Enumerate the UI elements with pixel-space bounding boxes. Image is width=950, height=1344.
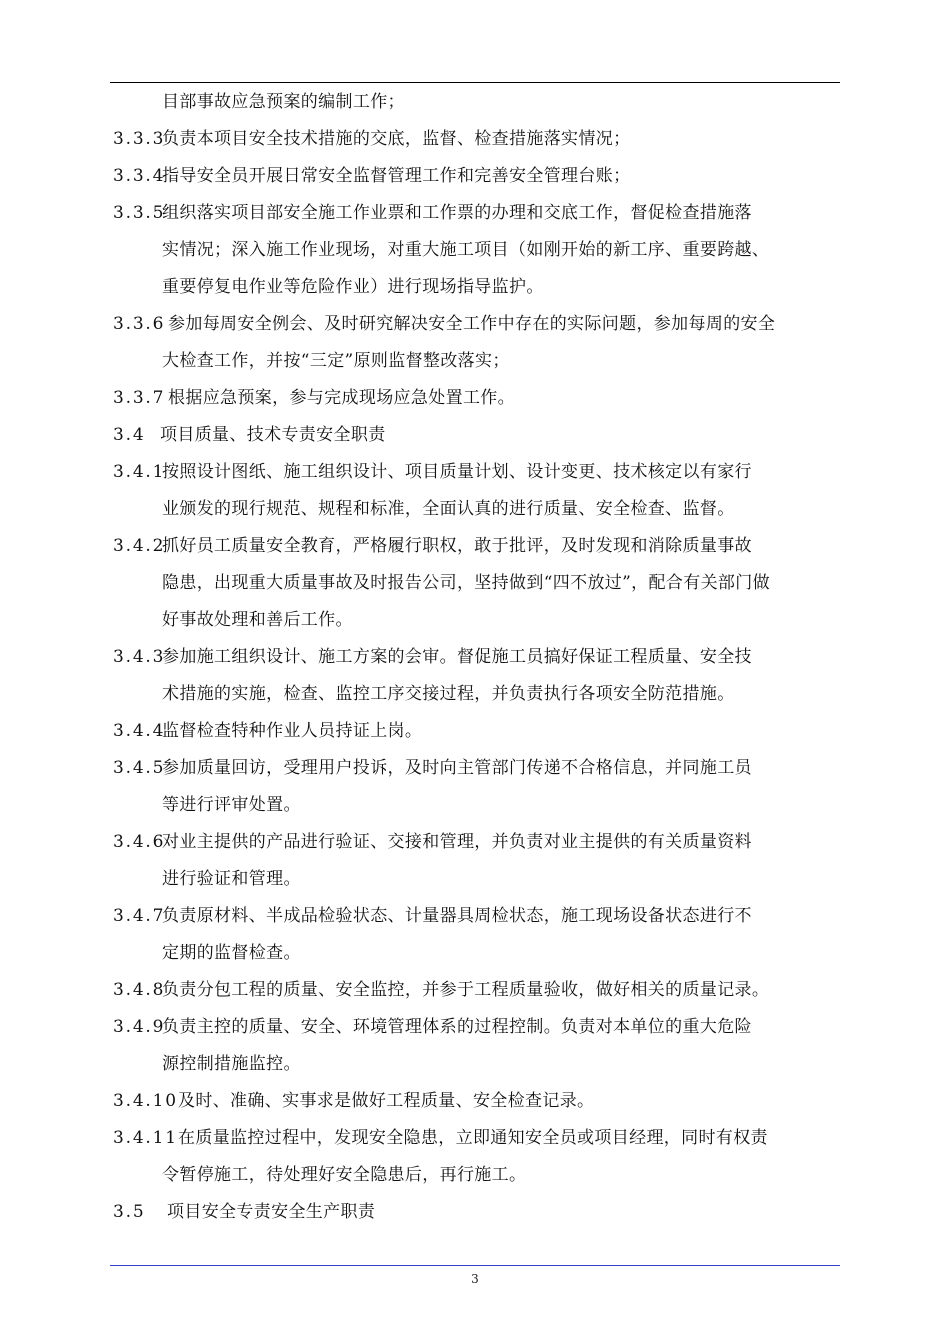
text-line: [110, 343, 845, 380]
header-rule: [110, 82, 840, 83]
text-line: [110, 639, 845, 676]
text-line: [110, 158, 845, 195]
clause-text: 根据应急预案，参与完成现场应急处置工作。: [168, 388, 515, 408]
clause-text: 抓好员工质量安全教育，严格履行职权，敢于批评，及时发现和消除质量事故: [162, 536, 752, 556]
clause-number: 3.3.6: [113, 314, 166, 334]
text-line: [110, 972, 845, 1009]
text-line: [110, 1009, 845, 1046]
text-line: [110, 1083, 845, 1120]
text-line: [110, 491, 845, 528]
clause-number: 3.3.4: [113, 166, 166, 186]
clause-number: 3.3.7: [113, 388, 166, 408]
clause-number: 3.4.6: [113, 832, 166, 852]
clause-text: 源控制措施监控。: [162, 1054, 301, 1074]
clause-number: 3.4.4: [113, 721, 166, 741]
text-line: [110, 750, 845, 787]
clause-number: 3.4.5: [113, 758, 166, 778]
clause-text: 令暂停施工，待处理好安全隐患后，再行施工。: [162, 1165, 527, 1185]
text-line: [110, 787, 845, 824]
text-line: [110, 861, 845, 898]
text-line: [110, 417, 845, 454]
text-line: [110, 232, 845, 269]
text-line: [110, 1194, 845, 1231]
clause-text: 术措施的实施，检查、监控工序交接过程，并负责执行各项安全防范措施。: [162, 684, 735, 704]
text-line: [110, 1120, 845, 1157]
clause-number: 3.4.8: [113, 980, 166, 1000]
clause-text: 及时、准确、实事求是做好工程质量、安全检查记录。: [178, 1091, 595, 1111]
clause-text: 指导安全员开展日常安全监督管理工作和完善安全管理台账；: [162, 166, 631, 186]
text-line: [110, 528, 845, 565]
text-line: [110, 713, 845, 750]
clause-number: 3.5: [113, 1202, 146, 1222]
clause-text: 好事故处理和善后工作。: [162, 610, 353, 630]
clause-text: 项目安全专责安全生产职责: [167, 1202, 376, 1222]
clause-text: 参加施工组织设计、施工方案的会审。督促施工员搞好保证工程质量、安全技: [162, 647, 752, 667]
clause-number: 3.4.3: [113, 647, 166, 667]
clause-text: 等进行评审处置。: [162, 795, 301, 815]
clause-text: 负责原材料、半成品检验状态、计量器具周检状态，施工现场设备状态进行不: [162, 906, 752, 926]
clause-number: 3.4.11: [113, 1128, 178, 1148]
page-number: 3: [471, 1272, 479, 1286]
clause-text: 定期的监督检查。: [162, 943, 301, 963]
clause-text: 负责本项目安全技术措施的交底，监督、检查措施落实情况；: [162, 129, 631, 149]
clause-number: 3.4.9: [113, 1017, 166, 1037]
clause-number: 3.4: [113, 425, 146, 445]
footer-rule: [110, 1265, 840, 1266]
clause-text: 负责分包工程的质量、安全监控，并参于工程质量验收，做好相关的质量记录。: [162, 980, 770, 1000]
clause-text: 重要停复电作业等危险作业）进行现场指导监护。: [162, 277, 544, 297]
clause-text: 隐患，出现重大质量事故及时报告公司，坚持做到“四不放过”，配合有关部门做: [162, 573, 770, 593]
text-line: [110, 380, 845, 417]
text-line: [110, 195, 845, 232]
clause-text: 业颁发的现行规范、规程和标准，全面认真的进行质量、安全检查、监督。: [162, 499, 735, 519]
clause-number: 3.3.3: [113, 129, 166, 149]
clause-text: 大检查工作，并按“三定”原则监督整改落实；: [162, 351, 510, 371]
document-body: [110, 84, 845, 1231]
clause-text: 按照设计图纸、施工组织设计、项目质量计划、设计变更、技术核定以有家行: [162, 462, 752, 482]
clause-number: 3.4.10: [113, 1091, 178, 1111]
text-line: [110, 454, 845, 491]
clause-text: 目部事故应急预案的编制工作；: [162, 92, 405, 112]
text-line: [110, 84, 845, 121]
text-line: [110, 306, 845, 343]
text-line: [110, 676, 845, 713]
clause-number: 3.4.1: [113, 462, 166, 482]
clause-text: 负责主控的质量、安全、环境管理体系的过程控制。负责对本单位的重大危险: [162, 1017, 752, 1037]
text-line: [110, 935, 845, 972]
clause-number: 3.4.7: [113, 906, 166, 926]
clause-text: 项目质量、技术专责安全职责: [160, 425, 386, 445]
clause-text: 组织落实项目部安全施工作业票和工作票的办理和交底工作，督促检查措施落: [162, 203, 752, 223]
clause-number: 3.4.2: [113, 536, 166, 556]
clause-text: 对业主提供的产品进行验证、交接和管理，并负责对业主提供的有关质量资料: [162, 832, 752, 852]
clause-text: 在质量监控过程中，发现安全隐患，立即通知安全员或项目经理，同时有权责: [178, 1128, 768, 1148]
text-line: [110, 602, 845, 639]
clause-text: 参加质量回访，受理用户投诉，及时向主管部门传递不合格信息，并同施工员: [162, 758, 752, 778]
clause-number: 3.3.5: [113, 203, 166, 223]
text-line: [110, 269, 845, 306]
clause-text: 参加每周安全例会、及时研究解决安全工作中存在的实际问题，参加每周的安全: [168, 314, 776, 334]
text-line: [110, 898, 845, 935]
clause-text: 进行验证和管理。: [162, 869, 301, 889]
text-line: [110, 121, 845, 158]
text-line: [110, 824, 845, 861]
text-line: [110, 1157, 845, 1194]
clause-text: 实情况；深入施工作业现场，对重大施工项目（如刚开始的新工序、重要跨越、: [162, 240, 770, 260]
clause-text: 监督检查特种作业人员持证上岗。: [162, 721, 423, 741]
text-line: [110, 1046, 845, 1083]
text-line: [110, 565, 845, 602]
